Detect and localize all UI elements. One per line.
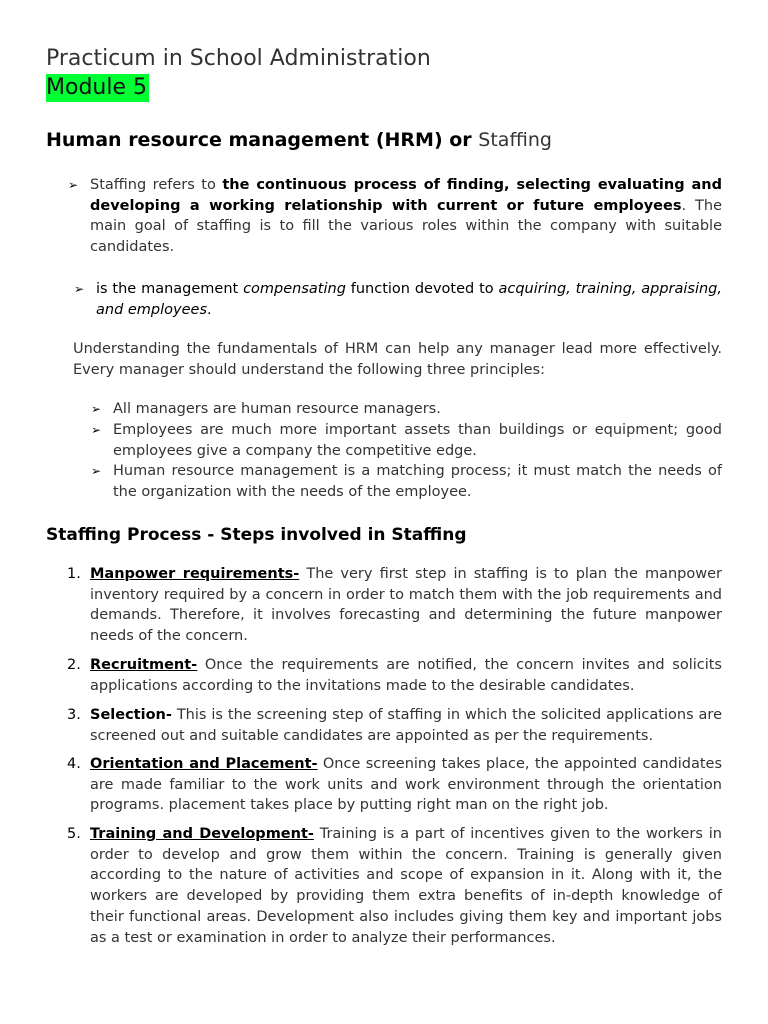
principle-item: Employees are much more important assets than buildings or equipment; good employees give a company the competitive edge. [113,422,722,459]
def-bold: the continuous process of finding, selecting evaluating and developing a working relationship with current or future employees [90,177,722,214]
step-text: The very first step in staffing is to plan the manpower inventory required by a concern in order to match them with the job requirements and demands. Therefore, it involves forecasting and determining the future manpower needs of the concern. [90,566,722,645]
heading-main: Human resource management (HRM) or [46,129,479,151]
step-number: 3. [67,707,81,723]
process-heading: Staffing Process - Steps involved in Staffing [46,525,467,545]
step-text: Training is a part of incentives given to the workers in order to develop and grow them within the concern. Training is generally given according to the nature of activities and scope of expansion in it. Along with it, the workers are developed by providing them extra benefits of in-depth knowledge of their functional areas. Development also includes giving them key and important jobs as a test or examination in order to analyze their performances. [90,826,722,946]
def-pre: Staffing refers to [90,177,223,193]
bullet-arrow-icon: ➢ [68,178,79,192]
func-text-3: . [207,301,212,318]
step-label: Manpower requirements- [90,566,300,582]
step-label: Orientation and Placement- [90,756,318,772]
step-item [90,824,722,948]
step-label: Recruitment- [90,657,198,673]
bullet-arrow-icon: ➢ [74,282,85,296]
management-function [96,279,722,320]
module-label: Module 5 [46,75,147,100]
step-text: Once screening takes place, the appointed candidates are made familiar to the work units and work environment through the orientation programs. placement takes place by putting right man on the right job. [90,756,722,814]
step-label: Training and Development- [90,826,314,842]
step-item [90,754,722,816]
bullet-arrow-icon: ➢ [91,402,102,416]
heading-staffing: Staffing [478,129,552,151]
step-item [90,655,722,696]
func-italic-1: compensating [243,281,346,297]
step-number: 4. [67,756,81,772]
staffing-definition [90,175,722,258]
func-text-1: is the management [96,281,244,297]
bullet-arrow-icon: ➢ [91,464,102,478]
bullet-arrow-icon: ➢ [91,423,102,437]
understanding-paragraph: Understanding the fundamentals of HRM can help any manager lead more effectively. Every manager should understand the following three principles: [73,341,722,378]
step-item [90,564,722,647]
document-title: Practicum in School Administration [46,46,431,71]
step-label: Selection- [90,707,172,723]
principle-item: Human resource management is a matching process; it must match the needs of the organization with the needs of the employee. [113,463,722,500]
step-text: This is the screening step of staffing in which the solicited applications are screened out and suitable candidates are appointed as per the requirements. [90,707,722,744]
func-text-2: function devoted to [345,281,499,297]
step-number: 1. [67,566,81,582]
def-post: . The main goal of staffing is to fill the various roles within the company with suitable candidates. [90,197,723,256]
section-heading [46,127,552,153]
principle-item: All managers are human resource managers. [113,401,441,417]
step-number: 2. [67,657,81,673]
step-number: 5. [67,826,81,842]
func-italic-2: acquiring, training, appraising, and employees [96,281,722,318]
step-item [90,705,722,746]
step-text: Once the requirements are notified, the concern invites and solicits applications according to the invitations made to the desirable candidates. [90,657,722,694]
